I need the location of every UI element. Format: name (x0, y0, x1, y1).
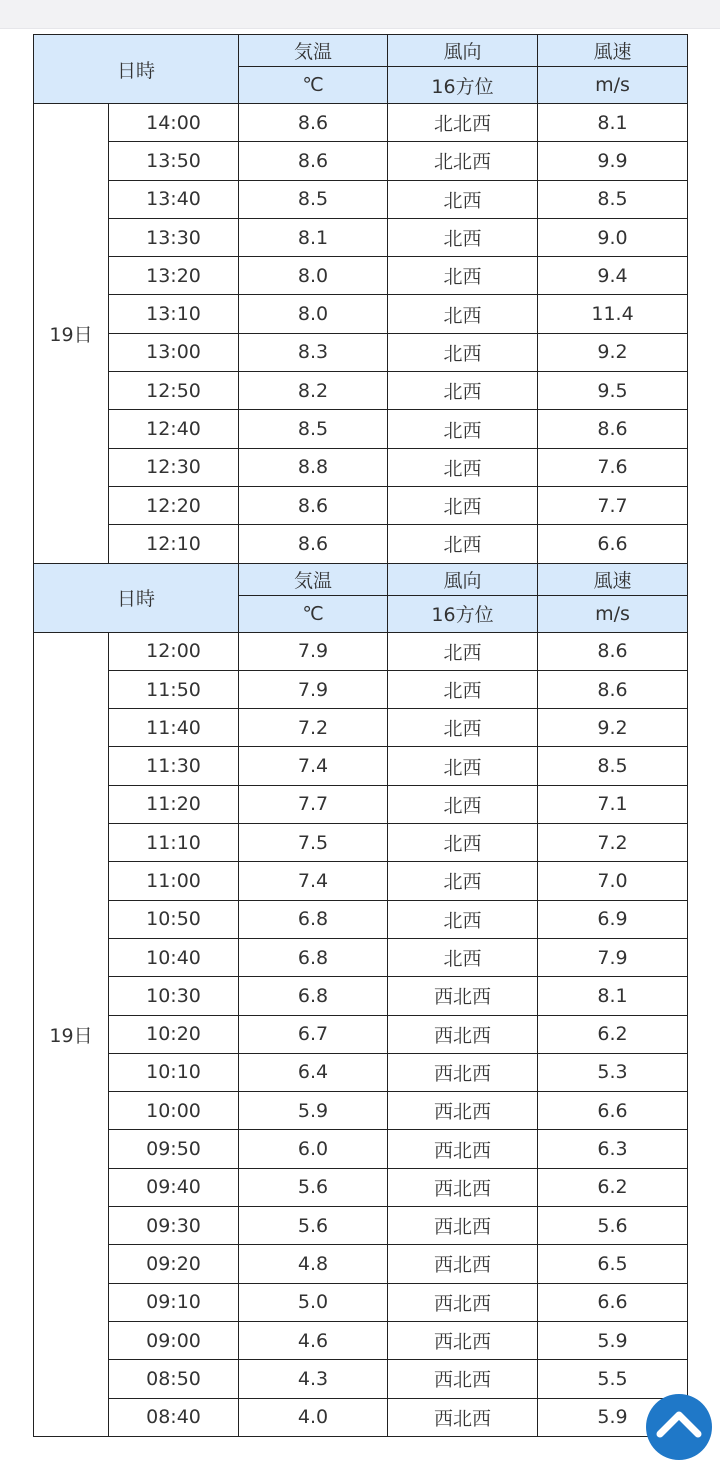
weather-table-body (34, 35, 688, 1437)
wind-speed-cell: 9.2 (538, 333, 688, 371)
temperature-cell: 8.2 (239, 372, 388, 410)
temperature-cell: 4.0 (239, 1398, 388, 1436)
wind-direction-cell: 北西 (388, 257, 538, 295)
time-cell: 11:40 (109, 709, 239, 747)
wind-speed-cell: 8.6 (538, 632, 688, 670)
wind-speed-cell: 7.1 (538, 785, 688, 823)
table-row (34, 747, 688, 785)
wind-speed-cell: 6.2 (538, 1015, 688, 1053)
wind-direction-cell: 北西 (388, 670, 538, 708)
temperature-cell: 8.6 (239, 486, 388, 524)
temperature-cell: 8.6 (239, 142, 388, 180)
header-direction-unit: 16方位 (388, 595, 538, 632)
table-row (34, 372, 688, 410)
wind-speed-cell: 5.9 (538, 1398, 688, 1436)
time-cell: 12:30 (109, 448, 239, 486)
wind-direction-cell: 北西 (388, 747, 538, 785)
wind-speed-cell: 8.5 (538, 180, 688, 218)
wind-direction-cell: 西北西 (388, 1245, 538, 1283)
table-row (34, 1130, 688, 1168)
wind-speed-cell: 7.2 (538, 824, 688, 862)
time-cell: 11:50 (109, 670, 239, 708)
temperature-cell: 8.0 (239, 295, 388, 333)
time-cell: 12:50 (109, 372, 239, 410)
table-row (34, 1168, 688, 1206)
time-cell: 12:20 (109, 486, 239, 524)
temperature-cell: 5.0 (239, 1283, 388, 1321)
header-wind-speed: 風速 (538, 563, 688, 595)
wind-direction-cell: 西北西 (388, 1168, 538, 1206)
wind-speed-cell: 5.9 (538, 1321, 688, 1359)
time-cell: 13:10 (109, 295, 239, 333)
wind-speed-cell: 8.6 (538, 410, 688, 448)
table-row (34, 410, 688, 448)
header-datetime: 日時 (34, 563, 239, 632)
table-row (34, 142, 688, 180)
wind-speed-cell: 7.7 (538, 486, 688, 524)
time-cell: 10:50 (109, 900, 239, 938)
time-cell: 14:00 (109, 104, 239, 142)
wind-speed-cell: 7.9 (538, 938, 688, 976)
temperature-cell: 6.8 (239, 900, 388, 938)
wind-direction-cell: 西北西 (388, 1360, 538, 1398)
table-row (34, 295, 688, 333)
temperature-cell: 8.6 (239, 104, 388, 142)
wind-direction-cell: 西北西 (388, 1207, 538, 1245)
table-row (34, 448, 688, 486)
temperature-cell: 8.1 (239, 218, 388, 256)
header-row (34, 563, 688, 595)
table-row (34, 1015, 688, 1053)
table-row (34, 1207, 688, 1245)
wind-speed-cell: 5.3 (538, 1053, 688, 1091)
weather-observation-table (33, 34, 688, 1437)
wind-speed-cell: 11.4 (538, 295, 688, 333)
wind-direction-cell: 北西 (388, 180, 538, 218)
temperature-cell: 7.9 (239, 670, 388, 708)
wind-direction-cell: 北西 (388, 862, 538, 900)
wind-direction-cell: 北西 (388, 900, 538, 938)
wind-direction-cell: 北西 (388, 785, 538, 823)
temperature-cell: 6.4 (239, 1053, 388, 1091)
table-row (34, 977, 688, 1015)
table-row (34, 218, 688, 256)
time-cell: 09:20 (109, 1245, 239, 1283)
header-temperature: 気温 (239, 35, 388, 67)
table-row (34, 1321, 688, 1359)
time-cell: 13:40 (109, 180, 239, 218)
scroll-to-top-button[interactable] (646, 1394, 712, 1460)
wind-speed-cell: 6.6 (538, 1283, 688, 1321)
wind-direction-cell: 北西 (388, 333, 538, 371)
day-cell: 19日 (34, 632, 109, 1436)
table-row (34, 1283, 688, 1321)
wind-direction-cell: 北西 (388, 938, 538, 976)
time-cell: 10:30 (109, 977, 239, 1015)
header-temperature: 気温 (239, 563, 388, 595)
temperature-cell: 6.0 (239, 1130, 388, 1168)
temperature-cell: 8.0 (239, 257, 388, 295)
wind-speed-cell: 9.0 (538, 218, 688, 256)
wind-speed-cell: 9.9 (538, 142, 688, 180)
temperature-cell: 6.7 (239, 1015, 388, 1053)
table-row (34, 1053, 688, 1091)
wind-direction-cell: 西北西 (388, 1130, 538, 1168)
time-cell: 09:40 (109, 1168, 239, 1206)
time-cell: 08:40 (109, 1398, 239, 1436)
table-row (34, 632, 688, 670)
time-cell: 11:30 (109, 747, 239, 785)
wind-direction-cell: 北北西 (388, 104, 538, 142)
time-cell: 12:00 (109, 632, 239, 670)
wind-direction-cell: 北西 (388, 486, 538, 524)
temperature-cell: 4.8 (239, 1245, 388, 1283)
temperature-cell: 7.2 (239, 709, 388, 747)
wind-direction-cell: 北北西 (388, 142, 538, 180)
header-temperature-unit: ℃ (239, 595, 388, 632)
wind-speed-cell: 6.2 (538, 1168, 688, 1206)
table-row (34, 1092, 688, 1130)
time-cell: 10:40 (109, 938, 239, 976)
wind-direction-cell: 西北西 (388, 1015, 538, 1053)
header-speed-unit: m/s (538, 67, 688, 104)
table-row (34, 1245, 688, 1283)
wind-direction-cell: 北西 (388, 410, 538, 448)
temperature-cell: 5.9 (239, 1092, 388, 1130)
day-cell: 19日 (34, 104, 109, 564)
table-row (34, 938, 688, 976)
wind-speed-cell: 6.9 (538, 900, 688, 938)
table-row (34, 104, 688, 142)
time-cell: 09:00 (109, 1321, 239, 1359)
wind-speed-cell: 8.6 (538, 670, 688, 708)
header-wind-speed: 風速 (538, 35, 688, 67)
wind-speed-cell: 6.3 (538, 1130, 688, 1168)
temperature-cell: 8.6 (239, 525, 388, 563)
wind-direction-cell: 北西 (388, 824, 538, 862)
table-row (34, 709, 688, 747)
header-temperature-unit: ℃ (239, 67, 388, 104)
temperature-cell: 7.4 (239, 747, 388, 785)
temperature-cell: 5.6 (239, 1207, 388, 1245)
wind-speed-cell: 7.0 (538, 862, 688, 900)
time-cell: 13:00 (109, 333, 239, 371)
table-row (34, 785, 688, 823)
time-cell: 12:10 (109, 525, 239, 563)
temperature-cell: 7.9 (239, 632, 388, 670)
wind-speed-cell: 8.1 (538, 104, 688, 142)
wind-direction-cell: 西北西 (388, 1283, 538, 1321)
time-cell: 08:50 (109, 1360, 239, 1398)
table-row (34, 670, 688, 708)
wind-speed-cell: 6.6 (538, 1092, 688, 1130)
wind-speed-cell: 7.6 (538, 448, 688, 486)
wind-direction-cell: 西北西 (388, 1053, 538, 1091)
time-cell: 11:00 (109, 862, 239, 900)
temperature-cell: 8.5 (239, 180, 388, 218)
time-cell: 13:50 (109, 142, 239, 180)
wind-direction-cell: 西北西 (388, 1398, 538, 1436)
wind-speed-cell: 8.1 (538, 977, 688, 1015)
wind-direction-cell: 北西 (388, 525, 538, 563)
header-datetime: 日時 (34, 35, 239, 104)
temperature-cell: 6.8 (239, 938, 388, 976)
table-row (34, 525, 688, 563)
time-cell: 10:00 (109, 1092, 239, 1130)
temperature-cell: 6.8 (239, 977, 388, 1015)
time-cell: 10:10 (109, 1053, 239, 1091)
wind-speed-cell: 5.5 (538, 1360, 688, 1398)
temperature-cell: 7.4 (239, 862, 388, 900)
wind-speed-cell: 9.5 (538, 372, 688, 410)
time-cell: 10:20 (109, 1015, 239, 1053)
time-cell: 11:20 (109, 785, 239, 823)
wind-speed-cell: 9.4 (538, 257, 688, 295)
table-row (34, 180, 688, 218)
time-cell: 12:40 (109, 410, 239, 448)
table-row (34, 333, 688, 371)
chevron-up-icon (646, 1394, 712, 1460)
time-cell: 09:30 (109, 1207, 239, 1245)
wind-direction-cell: 北西 (388, 709, 538, 747)
wind-direction-cell: 北西 (388, 448, 538, 486)
table-row (34, 1360, 688, 1398)
wind-direction-cell: 西北西 (388, 1092, 538, 1130)
wind-direction-cell: 北西 (388, 218, 538, 256)
temperature-cell: 4.3 (239, 1360, 388, 1398)
wind-speed-cell: 9.2 (538, 709, 688, 747)
temperature-cell: 5.6 (239, 1168, 388, 1206)
table-row (34, 486, 688, 524)
table-row (34, 900, 688, 938)
header-row (34, 35, 688, 67)
time-cell: 13:20 (109, 257, 239, 295)
table-row (34, 862, 688, 900)
time-cell: 09:50 (109, 1130, 239, 1168)
wind-direction-cell: 西北西 (388, 977, 538, 1015)
header-wind-direction: 風向 (388, 563, 538, 595)
temperature-cell: 8.3 (239, 333, 388, 371)
header-wind-direction: 風向 (388, 35, 538, 67)
table-row (34, 257, 688, 295)
temperature-cell: 7.5 (239, 824, 388, 862)
wind-speed-cell: 6.6 (538, 525, 688, 563)
top-bar (0, 0, 720, 29)
time-cell: 09:10 (109, 1283, 239, 1321)
wind-direction-cell: 北西 (388, 372, 538, 410)
wind-speed-cell: 6.5 (538, 1245, 688, 1283)
time-cell: 13:30 (109, 218, 239, 256)
weather-table-container (33, 34, 687, 1437)
time-cell: 11:10 (109, 824, 239, 862)
temperature-cell: 7.7 (239, 785, 388, 823)
temperature-cell: 4.6 (239, 1321, 388, 1359)
header-speed-unit: m/s (538, 595, 688, 632)
wind-speed-cell: 5.6 (538, 1207, 688, 1245)
temperature-cell: 8.5 (239, 410, 388, 448)
wind-speed-cell: 8.5 (538, 747, 688, 785)
header-direction-unit: 16方位 (388, 67, 538, 104)
temperature-cell: 8.8 (239, 448, 388, 486)
table-row (34, 824, 688, 862)
wind-direction-cell: 北西 (388, 632, 538, 670)
wind-direction-cell: 西北西 (388, 1321, 538, 1359)
table-row (34, 1398, 688, 1436)
wind-direction-cell: 北西 (388, 295, 538, 333)
